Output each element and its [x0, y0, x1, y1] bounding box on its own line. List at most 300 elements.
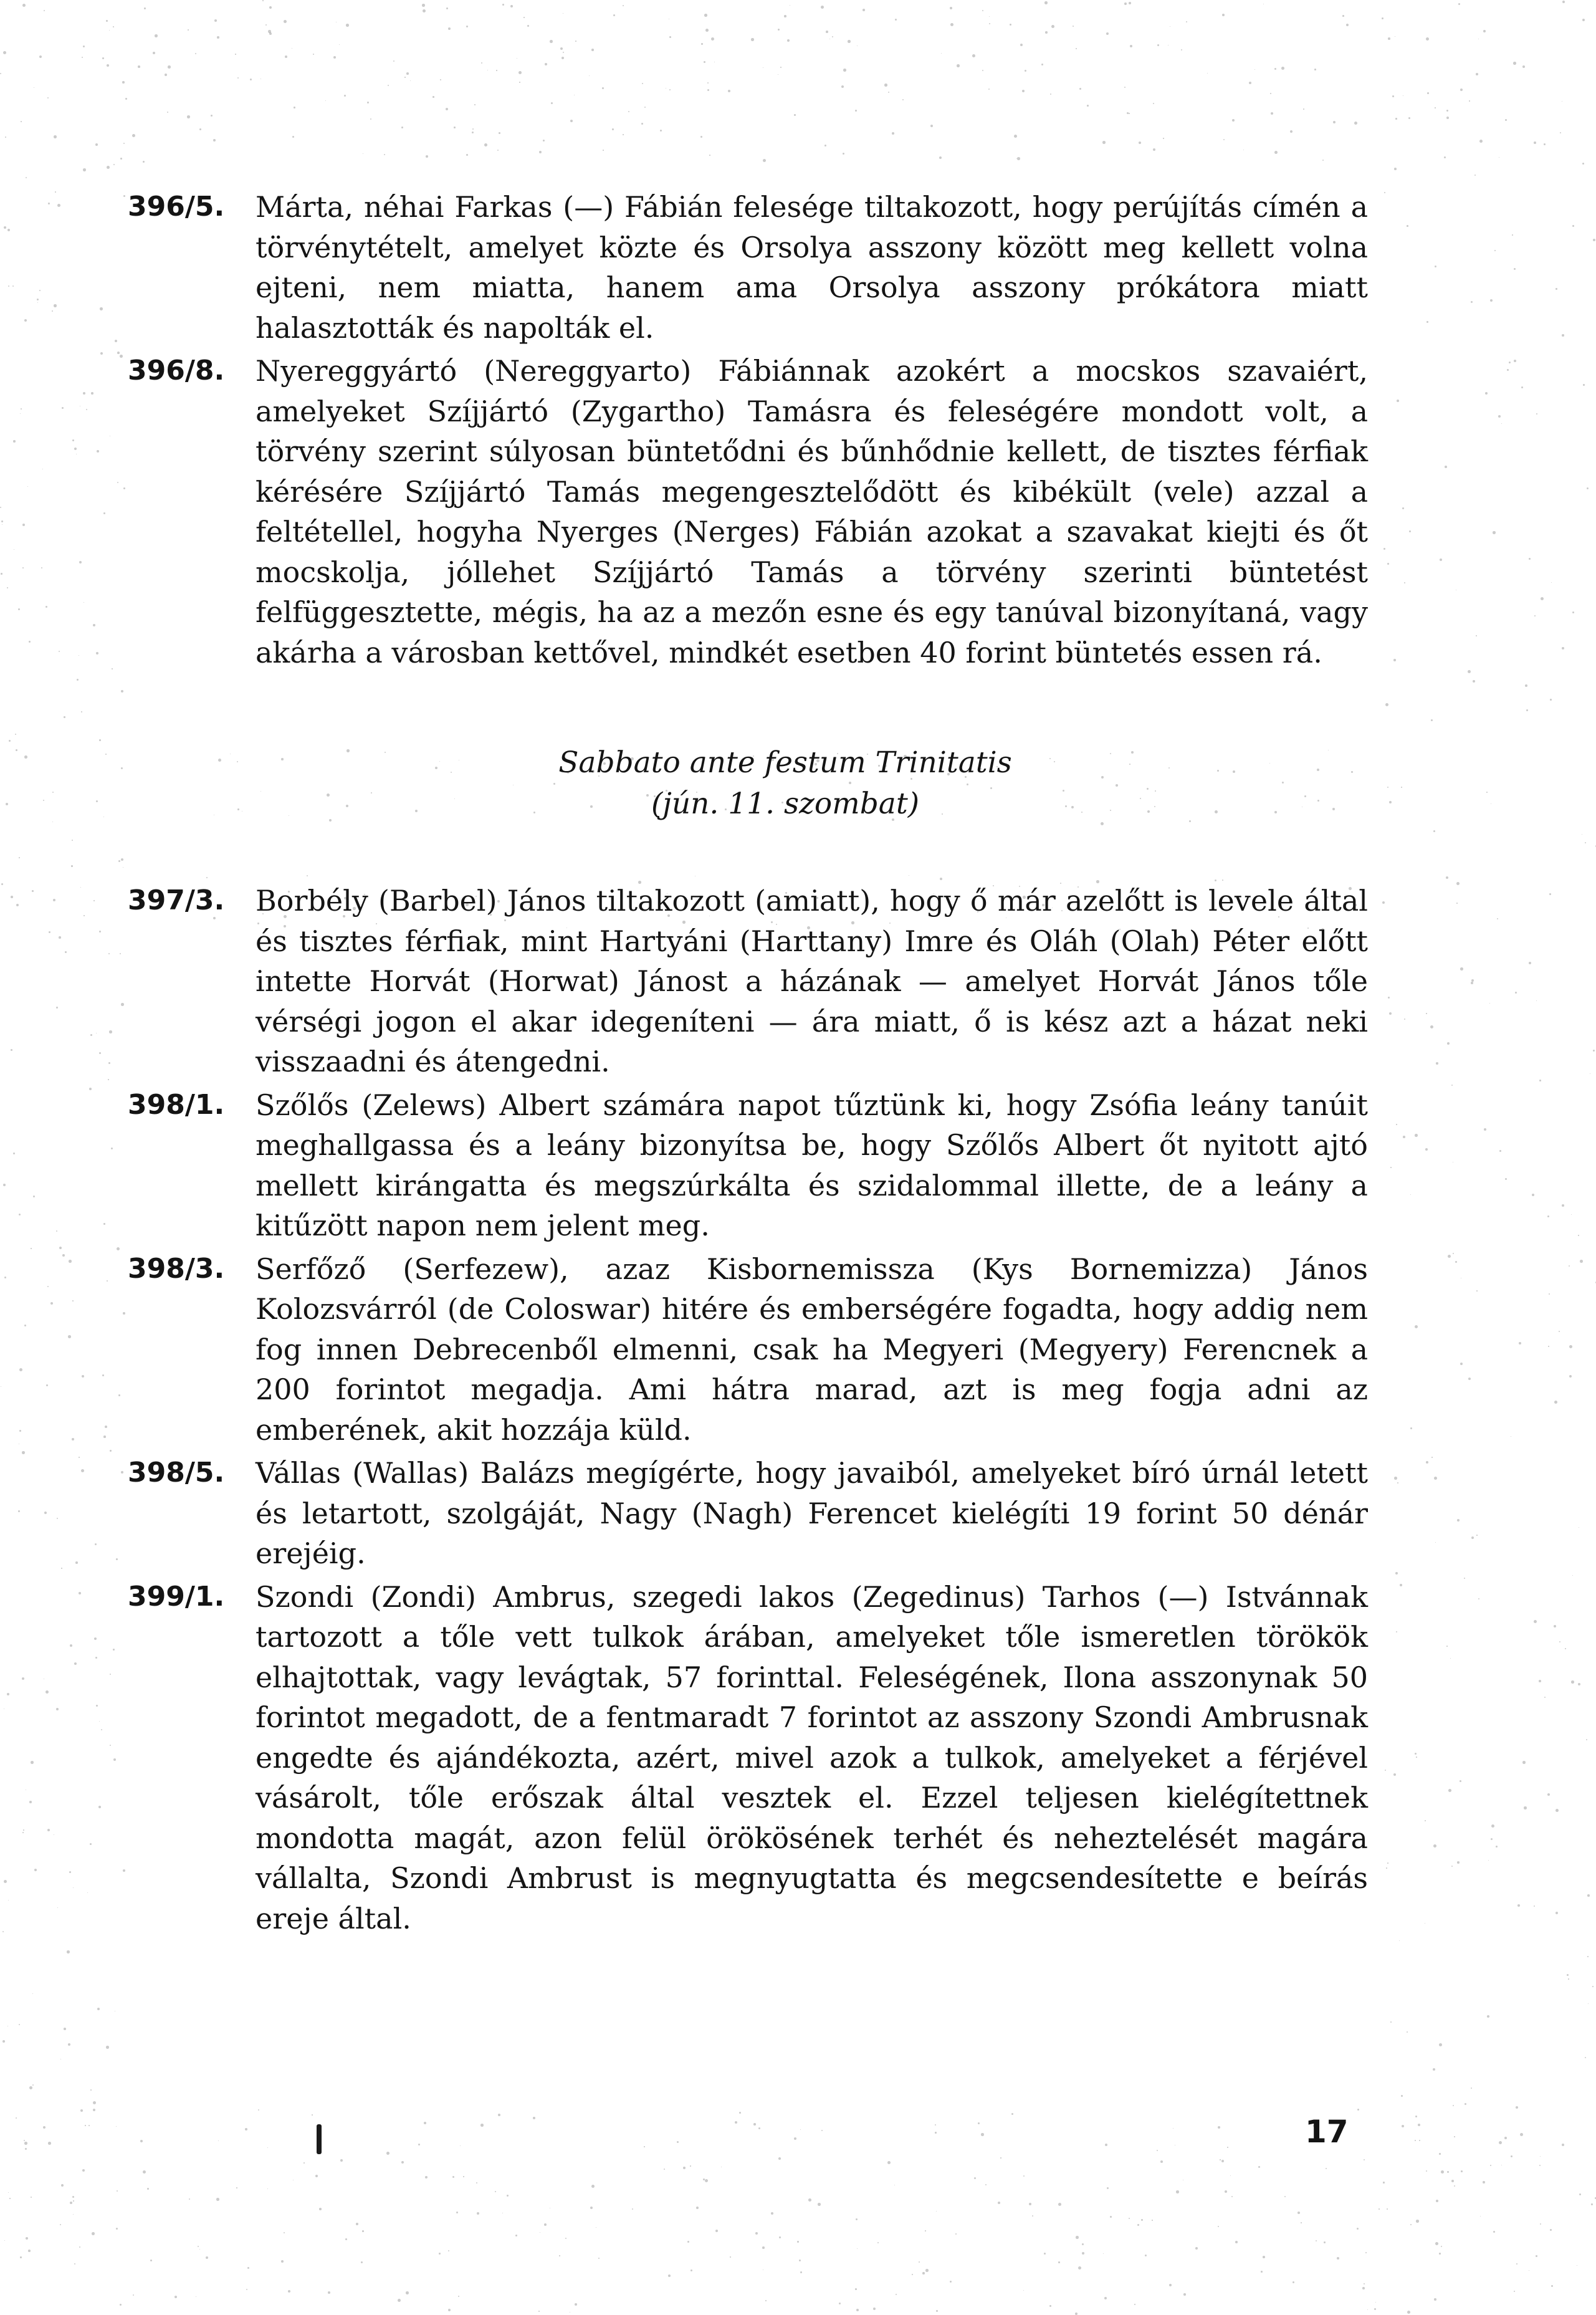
scan-speck	[981, 2133, 984, 2136]
scan-speck	[1490, 299, 1493, 302]
scan-speck	[57, 1907, 58, 1908]
scan-speck	[1416, 1757, 1417, 1758]
scan-speck	[1393, 1773, 1396, 1776]
scan-speck	[1485, 392, 1488, 395]
scan-speck	[499, 132, 500, 134]
scan-speck	[138, 65, 140, 68]
scan-speck	[1415, 2116, 1417, 2117]
entry-number: 398/1.	[128, 1088, 225, 1121]
scan-speck	[123, 143, 125, 144]
scan-speck	[502, 4, 504, 6]
scan-speck	[701, 43, 703, 45]
scan-speck	[1559, 1641, 1560, 1642]
scan-speck	[1450, 1658, 1451, 1659]
scan-speck	[515, 2235, 517, 2236]
scan-speck	[55, 191, 56, 193]
scan-speck	[1079, 88, 1081, 90]
scan-speck	[81, 1469, 84, 1472]
scan-speck	[704, 14, 707, 17]
scan-speck	[106, 20, 108, 22]
scan-speck	[1134, 2304, 1135, 2305]
scan-speck	[988, 89, 990, 90]
scan-speck	[1549, 893, 1551, 895]
scan-speck	[113, 164, 115, 165]
scan-speck	[56, 1708, 59, 1710]
scan-speck	[1471, 1536, 1474, 1539]
scan-speck	[1534, 615, 1536, 616]
scan-speck	[1555, 288, 1557, 290]
scan-speck	[1567, 1974, 1569, 1976]
scan-speck	[466, 154, 468, 156]
scan-speck	[57, 1518, 58, 1519]
scan-speck	[856, 2309, 859, 2311]
scan-speck	[188, 29, 189, 31]
scan-speck	[1448, 1255, 1451, 1258]
scan-speck	[1440, 558, 1442, 561]
scan-speck	[143, 161, 145, 163]
scan-speck	[1274, 68, 1276, 70]
scan-speck	[247, 2267, 249, 2269]
scan-speck	[818, 2203, 821, 2206]
scan-speck	[735, 2121, 737, 2124]
scan-speck	[45, 606, 47, 608]
scan-speck	[292, 136, 294, 138]
scan-speck	[1408, 117, 1410, 119]
scan-speck	[20, 413, 21, 414]
scan-speck	[1, 520, 3, 522]
scan-speck	[1487, 2015, 1489, 2018]
scan-speck	[1513, 62, 1516, 65]
scan-speck	[49, 931, 50, 933]
scan-speck	[108, 1062, 110, 1064]
scan-speck	[1357, 2228, 1359, 2230]
scan-speck	[1578, 1683, 1580, 1685]
entry-398-5	[128, 1453, 1368, 1574]
scan-speck	[1514, 360, 1516, 362]
scan-speck	[1486, 792, 1488, 793]
scan-speck	[1514, 2291, 1515, 2292]
scan-speck	[110, 1450, 112, 1452]
scan-speck	[466, 26, 468, 27]
scan-speck	[361, 2261, 363, 2263]
scan-speck	[1562, 1204, 1564, 1207]
scan-speck	[974, 2177, 976, 2179]
scan-speck	[955, 2233, 957, 2235]
scan-speck	[1297, 2212, 1300, 2214]
scan-speck	[43, 800, 44, 801]
scan-speck	[510, 5, 513, 7]
scan-speck	[1270, 93, 1271, 94]
scan-speck	[452, 2176, 454, 2178]
scan-speck	[96, 652, 98, 654]
scan-speck	[1106, 32, 1109, 35]
scan-speck	[72, 840, 73, 841]
scan-speck	[1051, 25, 1054, 28]
scan-speck	[406, 2291, 409, 2294]
scan-speck	[677, 2141, 679, 2143]
scan-speck	[863, 9, 865, 11]
scan-speck	[77, 679, 79, 681]
scan-speck	[1499, 2141, 1502, 2144]
scan-speck	[1235, 2241, 1238, 2243]
scan-speck	[1050, 93, 1051, 95]
scan-speck	[843, 69, 846, 72]
scan-speck	[1579, 2193, 1581, 2195]
scan-speck	[1483, 30, 1486, 32]
scan-speck	[93, 624, 95, 626]
scan-speck	[1562, 1, 1565, 3]
scan-speck	[1436, 2200, 1438, 2202]
scan-speck	[989, 16, 990, 17]
scan-speck	[632, 2208, 633, 2210]
scan-speck	[446, 108, 448, 110]
scan-speck	[895, 19, 897, 21]
scan-speck	[74, 2263, 75, 2265]
scan-speck	[751, 38, 754, 41]
scan-speck	[346, 24, 349, 27]
scan-speck	[1152, 2220, 1153, 2221]
scan-speck	[267, 2188, 268, 2189]
scan-speck	[102, 57, 104, 59]
scan-speck	[808, 2198, 811, 2202]
scan-speck	[97, 450, 99, 453]
scan-speck	[62, 1254, 65, 1257]
scan-speck	[1571, 1214, 1572, 1215]
scan-speck	[1186, 21, 1187, 22]
scan-speck	[696, 2207, 699, 2209]
scan-speck	[1517, 1904, 1520, 1907]
scan-speck	[715, 2230, 718, 2232]
scan-speck	[39, 290, 41, 291]
date-heading-latin: Sabbato ante festum Trinitatis	[558, 745, 1012, 780]
scan-speck	[69, 1871, 71, 1873]
scan-speck	[268, 30, 271, 33]
scan-speck	[333, 56, 336, 59]
entry-396-8	[128, 351, 1368, 673]
scan-speck	[1468, 670, 1471, 673]
scan-speck	[1465, 2103, 1466, 2105]
scan-speck	[1431, 1457, 1433, 1458]
scan-speck	[95, 1657, 97, 1659]
scan-speck	[832, 36, 833, 37]
scan-speck	[939, 156, 942, 159]
scan-speck	[728, 90, 730, 92]
scan-speck	[53, 899, 55, 901]
scan-speck	[1231, 2196, 1233, 2197]
scan-speck	[1145, 2255, 1147, 2256]
scan-speck	[2, 2040, 5, 2043]
scan-speck	[19, 2024, 20, 2025]
scan-speck	[16, 749, 17, 751]
scan-speck	[1049, 2305, 1051, 2307]
scan-speck	[29, 641, 31, 643]
scan-speck	[79, 561, 82, 563]
scan-speck	[1539, 1680, 1541, 1682]
scan-speck	[660, 130, 662, 132]
scan-speck	[25, 2148, 27, 2150]
scan-speck	[1480, 2216, 1481, 2217]
scan-speck	[1572, 1575, 1573, 1576]
scan-speck	[120, 158, 122, 160]
scan-speck	[484, 143, 487, 146]
scan-speck	[237, 77, 239, 79]
scan-speck	[1395, 1572, 1398, 1574]
scan-speck	[79, 2246, 80, 2248]
scan-speck	[575, 2303, 577, 2306]
scan-speck	[982, 10, 983, 11]
scan-speck	[1514, 268, 1516, 270]
scan-speck	[1379, 2208, 1380, 2210]
scan-speck	[1290, 130, 1293, 133]
scan-speck	[1337, 2257, 1339, 2260]
scan-speck	[1519, 1342, 1521, 1344]
scan-speck	[74, 1662, 77, 1665]
scan-speck	[19, 1430, 21, 1432]
scan-speck	[1484, 1128, 1486, 1131]
scan-speck	[1446, 110, 1448, 112]
scan-speck	[73, 2200, 74, 2202]
scan-speck	[1409, 530, 1411, 532]
scan-speck	[1426, 1013, 1427, 1014]
scan-speck	[1582, 19, 1585, 21]
scan-speck	[463, 2176, 464, 2177]
scan-speck	[978, 2122, 980, 2124]
scan-speck	[778, 2157, 781, 2160]
scan-speck	[140, 2140, 143, 2142]
scan-speck	[1555, 1809, 1559, 1812]
scan-speck	[1075, 2313, 1078, 2315]
scan-speck	[1293, 2281, 1294, 2283]
scan-speck	[269, 6, 272, 9]
scan-speck	[96, 800, 98, 802]
scan-speck	[199, 128, 201, 130]
scan-speck	[61, 1568, 62, 1569]
scan-speck	[543, 140, 545, 141]
scan-speck	[1534, 1905, 1535, 1907]
scan-speck	[1303, 108, 1304, 110]
scan-speck	[787, 39, 790, 42]
scan-speck	[9, 2198, 11, 2199]
scan-speck	[68, 1335, 71, 1338]
scan-speck	[1587, 1956, 1589, 1957]
scan-speck	[112, 668, 113, 669]
scan-speck	[1444, 156, 1446, 158]
scan-speck	[117, 352, 120, 354]
scan-speck	[79, 1592, 81, 1594]
scan-speck	[1435, 107, 1436, 108]
scan-speck	[103, 1435, 106, 1438]
scan-speck	[551, 102, 553, 104]
scan-speck	[1402, 2125, 1404, 2127]
scan-speck	[1547, 1793, 1550, 1796]
scan-speck	[1461, 2170, 1463, 2172]
scan-speck	[93, 2109, 95, 2111]
scan-speck	[165, 74, 167, 76]
scan-speck	[9, 740, 11, 742]
scan-speck	[1225, 2190, 1227, 2193]
scan-speck	[52, 310, 53, 312]
scan-speck	[739, 2112, 741, 2114]
scan-speck	[1436, 1062, 1438, 1065]
scan-speck	[339, 44, 340, 45]
scan-speck	[432, 96, 434, 98]
scan-speck	[763, 159, 766, 162]
scan-speck	[1498, 415, 1501, 418]
scan-speck	[1435, 266, 1436, 267]
scan-speck	[99, 1721, 100, 1722]
scan-speck	[72, 439, 74, 441]
scan-speck	[1591, 2203, 1593, 2205]
scan-speck	[1433, 2068, 1435, 2071]
scan-speck	[19, 1214, 21, 1215]
scan-speck	[669, 89, 671, 90]
scan-speck	[44, 1512, 47, 1514]
scan-speck	[1458, 3, 1460, 5]
scan-speck	[925, 2230, 926, 2231]
scan-speck	[930, 125, 933, 127]
scan-speck	[1365, 2252, 1367, 2253]
scan-speck	[690, 2269, 692, 2271]
scan-speck	[1163, 138, 1164, 139]
scan-speck	[1301, 2222, 1302, 2223]
scan-speck	[4, 1277, 6, 1278]
scan-speck	[18, 1510, 20, 1512]
scan-speck	[426, 155, 428, 158]
scan-speck	[3, 51, 6, 54]
scan-speck	[448, 27, 451, 30]
scan-speck	[936, 2310, 938, 2312]
scan-speck	[1474, 175, 1476, 176]
scan-speck	[1382, 17, 1383, 19]
scan-speck	[1446, 1646, 1448, 1647]
scan-speck	[1394, 1477, 1397, 1480]
scan-speck	[458, 2296, 459, 2297]
scan-speck	[1396, 1124, 1397, 1125]
scan-speck	[705, 2179, 708, 2182]
scan-speck	[1504, 2137, 1507, 2139]
scan-speck	[12, 285, 14, 287]
scan-speck	[294, 107, 295, 108]
scan-speck	[2, 1931, 4, 1932]
scan-speck	[106, 2046, 109, 2049]
scan-speck	[1387, 563, 1389, 565]
scan-speck	[117, 482, 118, 483]
scan-speck	[1497, 918, 1498, 919]
scan-speck	[73, 2214, 74, 2215]
entry-text: Serfőző (Serfezew), azaz Kisbornemissza (Kys Bornemizza) János Kolozsvárról (de Coloswar) hitére és emberségére fogadta, hogy addig nem fog innen Debrecenből elmenni, csak ha Megyeri (Megyery) Ferencnek a 200 forintot megadja. Ami hátra marad, azt is meg fogja adni az emberének, akit hozzája küld.	[256, 1252, 1368, 1447]
scan-speck	[507, 2195, 509, 2197]
scan-speck	[0, 507, 1, 508]
scan-speck	[147, 2188, 149, 2190]
scan-speck	[92, 2232, 95, 2235]
scan-speck	[887, 2161, 891, 2164]
scan-speck	[285, 55, 287, 58]
scan-speck	[1534, 1620, 1537, 1623]
scan-speck	[22, 524, 25, 526]
scan-speck	[79, 1457, 80, 1458]
scan-speck	[1568, 1978, 1569, 1980]
scan-speck	[1129, 2, 1131, 4]
scan-speck	[105, 754, 107, 755]
scan-speck	[1471, 982, 1473, 984]
scan-speck	[1526, 709, 1528, 711]
scan-speck	[115, 340, 117, 342]
scan-speck	[1354, 122, 1357, 125]
scan-speck	[1529, 962, 1531, 964]
scan-speck	[90, 1843, 92, 1845]
scan-speck	[198, 2246, 199, 2247]
scan-speck	[1471, 2087, 1472, 2089]
scan-speck	[1382, 901, 1385, 904]
scan-speck	[75, 1561, 78, 1564]
scan-speck	[116, 2228, 118, 2230]
scan-speck	[1078, 2266, 1081, 2269]
scan-speck	[16, 904, 19, 906]
scan-speck	[60, 2224, 61, 2225]
scan-speck	[707, 82, 709, 84]
scan-speck	[4, 2240, 5, 2241]
scan-speck	[1447, 2171, 1449, 2173]
entry-398-1	[128, 1085, 1368, 1246]
scan-speck	[29, 1801, 32, 1803]
scan-speck	[998, 2202, 1000, 2204]
scan-speck	[1586, 1739, 1587, 1740]
scan-speck	[1473, 680, 1475, 683]
scan-speck	[19, 857, 20, 858]
scan-speck	[1453, 1253, 1454, 1254]
scan-speck	[102, 1374, 104, 1376]
scan-speck	[19, 1368, 22, 1371]
scan-speck	[303, 2162, 305, 2164]
scan-speck	[26, 177, 27, 178]
scan-speck	[1418, 2124, 1420, 2126]
scan-speck	[707, 89, 709, 91]
scan-speck	[644, 2146, 645, 2147]
scan-speck	[1104, 2297, 1107, 2299]
ink-mark	[317, 2124, 322, 2154]
scan-speck	[1434, 2298, 1436, 2301]
entry-398-3	[128, 1249, 1368, 1450]
scan-speck	[1011, 2113, 1013, 2115]
scan-speck	[1103, 2253, 1104, 2254]
scan-speck	[123, 487, 125, 489]
scan-speck	[107, 1280, 108, 1282]
scan-speck	[1522, 65, 1525, 68]
scan-speck	[972, 54, 975, 57]
scan-speck	[82, 57, 83, 58]
scan-speck	[57, 204, 60, 207]
scan-speck	[1532, 1194, 1534, 1196]
scan-speck	[1593, 1050, 1595, 1052]
scan-speck	[1453, 2105, 1454, 2106]
scan-speck	[1041, 64, 1043, 65]
scan-speck	[884, 84, 887, 87]
scan-speck	[100, 307, 103, 310]
scan-speck	[401, 2161, 404, 2164]
scan-speck	[72, 2196, 74, 2198]
scan-speck	[1415, 1134, 1418, 1137]
scan-speck	[1476, 1290, 1478, 1292]
scan-speck	[90, 1034, 92, 1036]
scan-speck	[4, 1880, 7, 1883]
scan-speck	[1110, 2216, 1112, 2218]
scan-speck	[481, 62, 482, 64]
scan-speck	[1483, 2181, 1485, 2183]
scan-speck	[1433, 1844, 1436, 1848]
scan-speck	[623, 5, 624, 6]
scan-speck	[1441, 2246, 1442, 2247]
scan-speck	[56, 1230, 57, 1232]
